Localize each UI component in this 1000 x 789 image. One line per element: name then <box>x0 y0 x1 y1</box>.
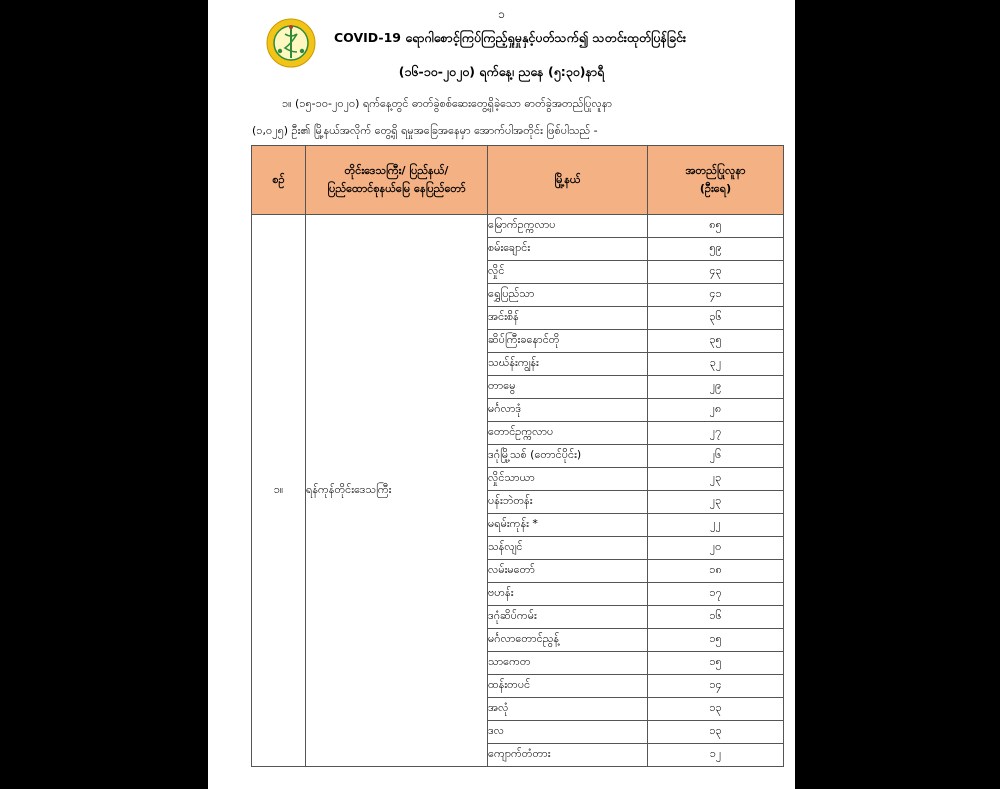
table-body <box>252 215 784 767</box>
township-name: ပန်းဘဲတန်း <box>488 491 648 514</box>
township-name: ဒလ <box>488 721 648 744</box>
case-count: ၃၅ <box>648 330 784 353</box>
township-name: သဃ်န်းကျွန်း <box>488 353 648 376</box>
ministry-of-health-logo <box>266 18 316 68</box>
document-date: (၁၆-၁၀-၂၀၂၀) ရက်နေ့၊ ညနေ (၅:၃၀)နာရီ <box>398 64 605 79</box>
table-header-row <box>252 146 784 215</box>
case-count: ၂၆ <box>648 445 784 468</box>
region-name: ရန်ကုန်တိုင်းဒေသကြီး <box>306 215 488 767</box>
case-count: ၁၃ <box>648 721 784 744</box>
township-name: အင်းစိန် <box>488 307 648 330</box>
township-name: မင်္ဂလာတောင်ညွန့် <box>488 629 648 652</box>
case-count: ၁၅ <box>648 629 784 652</box>
township-name: အလုံ <box>488 698 648 721</box>
township-name: ဆိပ်ကြီးခနောင်တို <box>488 330 648 353</box>
case-count: ၂၃ <box>648 491 784 514</box>
township-name: ဒဂုံမြို့သစ် (တောင်ပိုင်း) <box>488 445 648 468</box>
township-name: ကျောက်တံတား <box>488 744 648 767</box>
case-count: ၅၉ <box>648 238 784 261</box>
township-name: သာကေတ <box>488 652 648 675</box>
case-count: ၂၀ <box>648 537 784 560</box>
township-name: တောင်ဥက္ကလာပ <box>488 422 648 445</box>
case-count: ၁၈ <box>648 560 784 583</box>
document-page <box>208 0 795 789</box>
case-count: ၂၂ <box>648 514 784 537</box>
group-number: ၁။ <box>252 215 306 767</box>
case-count: ၃၆ <box>648 307 784 330</box>
case-count: ၃၂ <box>648 353 784 376</box>
header-region: တိုင်းဒေသကြီး/ ပြည်နယ်/ ပြည်ထောင်စုနယ်မြေ နေပြည်တော် <box>306 146 488 215</box>
table-row <box>252 215 784 238</box>
case-count: ၂၇ <box>648 422 784 445</box>
township-name: မြောက်ဥက္ကလာပ <box>488 215 648 238</box>
case-count: ၄၁ <box>648 284 784 307</box>
township-name: မရမ်းကုန်း * <box>488 514 648 537</box>
case-count: ၁၆ <box>648 606 784 629</box>
case-count: ၂၃ <box>648 468 784 491</box>
document-title: COVID-19 ရောဂါစောင့်ကြပ်ကြည့်ရှုမှုနှင့်ပတ်သက်၍ သတင်းထုတ်ပြန်ခြင်း <box>334 30 687 45</box>
case-count: ၁၂ <box>648 744 784 767</box>
township-name: ဗဟန်း <box>488 583 648 606</box>
township-name: သန်လျင် <box>488 537 648 560</box>
header-township: မြို့နယ် <box>488 146 648 215</box>
township-name: ရွှေပြည်သာ <box>488 284 648 307</box>
header-count: အတည်ပြုလူနာ (ဦးရေ) <box>648 146 784 215</box>
township-name: လှိုင်သာယာ <box>488 468 648 491</box>
case-count: ၁၅ <box>648 652 784 675</box>
township-name: စမ်းချောင်း <box>488 238 648 261</box>
intro-line-2: (၁,၀၂၅) ဦး၏ မြို့နယ်အလိုက် တွေ့ရှိ ရမှုအခြေအနေမှာ အောက်ပါအတိုင်း ဖြစ်ပါသည် - <box>252 124 598 137</box>
page-number: ၁ <box>498 7 505 21</box>
case-count: ၁၇ <box>648 583 784 606</box>
township-name: တာမွေ <box>488 376 648 399</box>
case-count: ၄၃ <box>648 261 784 284</box>
case-count: ၂၉ <box>648 376 784 399</box>
township-name: လှိုင် <box>488 261 648 284</box>
township-name: မင်္ဂလာဒုံ <box>488 399 648 422</box>
township-name: ထန်းတပင် <box>488 675 648 698</box>
township-name: ဒဂုံဆိပ်ကမ်း <box>488 606 648 629</box>
case-count: ၁၄ <box>648 675 784 698</box>
case-count: ၈၅ <box>648 215 784 238</box>
township-name: လမ်းမတော် <box>488 560 648 583</box>
header-no: စဉ် <box>252 146 306 215</box>
intro-line-1: ၁။ (၁၅-၁၀-၂၀၂၀) ရက်နေ့တွင် ဓာတ်ခွဲစစ်ဆေးတွေ့ရှိခဲ့သော ဓာတ်ခွဲအတည်ပြုလူနာ <box>282 97 613 110</box>
case-count: ၁၃ <box>648 698 784 721</box>
case-count: ၂၈ <box>648 399 784 422</box>
cases-table <box>251 145 784 767</box>
